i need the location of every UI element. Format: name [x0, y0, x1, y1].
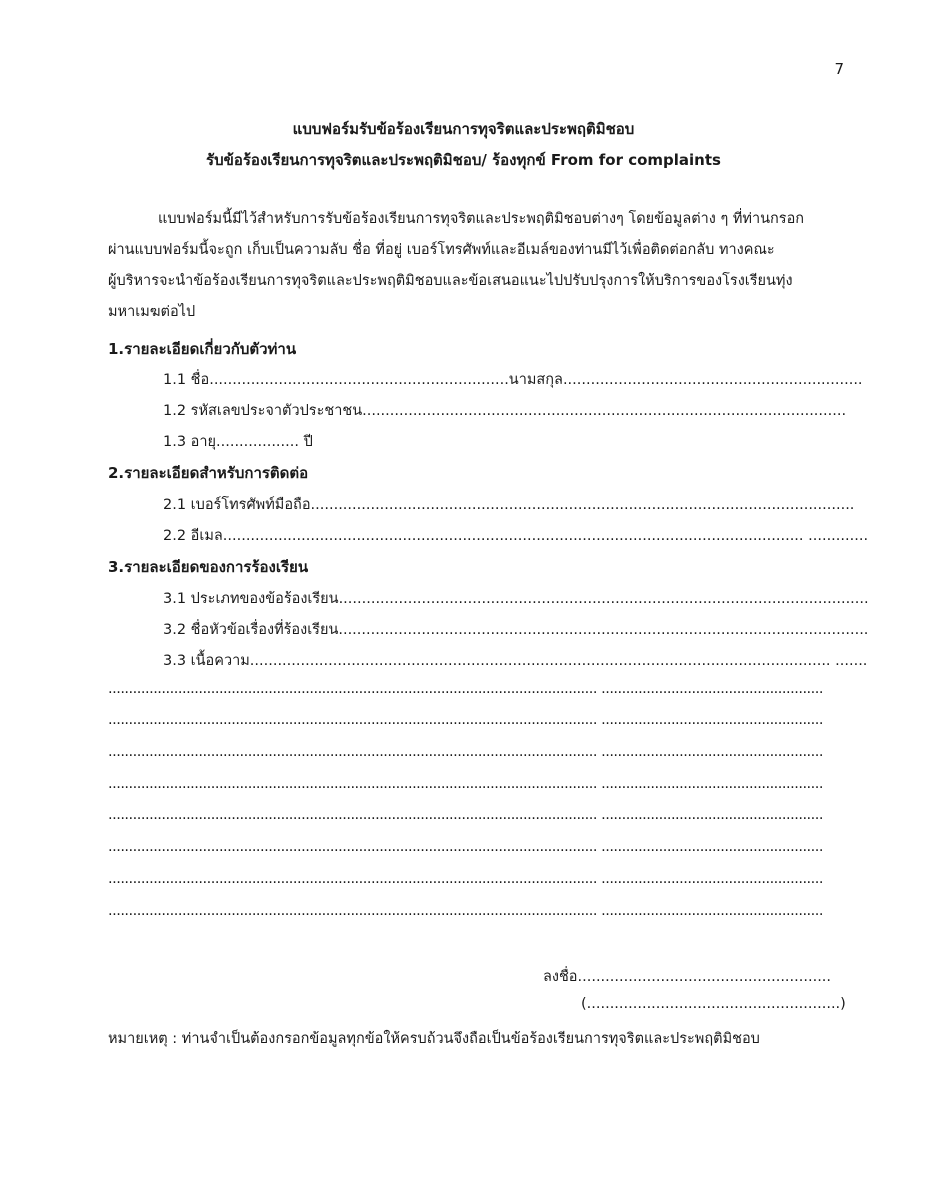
form-subtitle: รับข้อร้องเรียนการทุจริตและประพฤติมิชอบ/ ร้องทุกข์ From for complaints — [206, 151, 721, 169]
content-line: ....................................................................................................................... ...................................................... — [108, 903, 823, 919]
page-number: 7 — [834, 60, 844, 78]
form-title: แบบฟอร์มรับข้อร้องเรียนการทุจริตและประพฤติมิชอบ — [292, 120, 635, 138]
footnote: หมายเหตุ : ท่านจำเป็นต้องกรอกข้อมูลทุกข้อให้ครบถ้วนจึงถือเป็นข้อร้องเรียนการทุจริตและประพฤติมิชอบ — [108, 1031, 760, 1047]
complaint-content-field: 3.3 เนื้อความ.............................................................................................................................. ....... — [163, 653, 868, 669]
section1-heading: 1.รายละเอียดเกี่ยวกับตัวท่าน — [108, 340, 297, 358]
intro-line: มหาเมฆต่อไป — [108, 304, 196, 320]
intro-line: แบบฟอร์มนี้มีไว้สำหรับการรับข้อร้องเรียนการทุจริตและประพฤติมิชอบต่างๆ โดยข้อมูลต่าง ๆ ที่ท่านกรอก — [158, 211, 805, 227]
content-line: ....................................................................................................................... ...................................................... — [108, 744, 823, 760]
email-field: 2.2 อีเมล.............................................................................................................................. ............. — [163, 528, 869, 544]
content-line: ....................................................................................................................... ...................................................... — [108, 712, 823, 728]
content-line: ....................................................................................................................... ...................................................... — [108, 776, 823, 792]
signature-line: ลงชื่อ....................................................... — [543, 969, 832, 985]
name-field: 1.1 ชื่อ.................................................................นามสกุล................................................................. — [163, 372, 863, 388]
content-line: ....................................................................................................................... ...................................................... — [108, 839, 823, 855]
complaint-subject-field: 3.2 ชื่อหัวข้อเรื่องที่ร้องเรียน................................................................................................................... — [163, 622, 869, 638]
complaint-type-field: 3.1 ประเภทของข้อร้องเรียน................................................................................................................... — [163, 591, 869, 607]
content-line: ....................................................................................................................... ...................................................... — [108, 871, 823, 887]
content-line: ....................................................................................................................... ...................................................... — [108, 681, 823, 697]
content-line: ....................................................................................................................... ...................................................... — [108, 807, 823, 823]
phone-field: 2.1 เบอร์โทรศัพท์มือถือ...................................................................................................................... — [163, 497, 855, 513]
intro-line: ผู้บริหารจะนำข้อร้องเรียนการทุจริตและประพฤติมิชอบและข้อเสนอแนะไปปรับปรุงการให้บริการของโรงเรียนทุ่ง — [108, 273, 793, 289]
id-number-field: 1.2 รหัสเลขประจาตัวประชาชน......................................................................................................... — [163, 403, 847, 419]
signature-name-line: (.......................................................) — [581, 996, 846, 1012]
intro-line: ผ่านแบบฟอร์มนี้จะถูก เก็บเป็นความลับ ชื่อ ที่อยู่ เบอร์โทรศัพท์และอีเมล์ของท่านมีไว้เพื่อติดต่อกลับ ทางคณะ — [108, 242, 775, 258]
section3-heading: 3.รายละเอียดของการร้องเรียน — [108, 558, 309, 576]
section2-heading: 2.รายละเอียดสำหรับการติดต่อ — [108, 464, 309, 482]
age-field: 1.3 อายุ.................. ปี — [163, 434, 313, 450]
